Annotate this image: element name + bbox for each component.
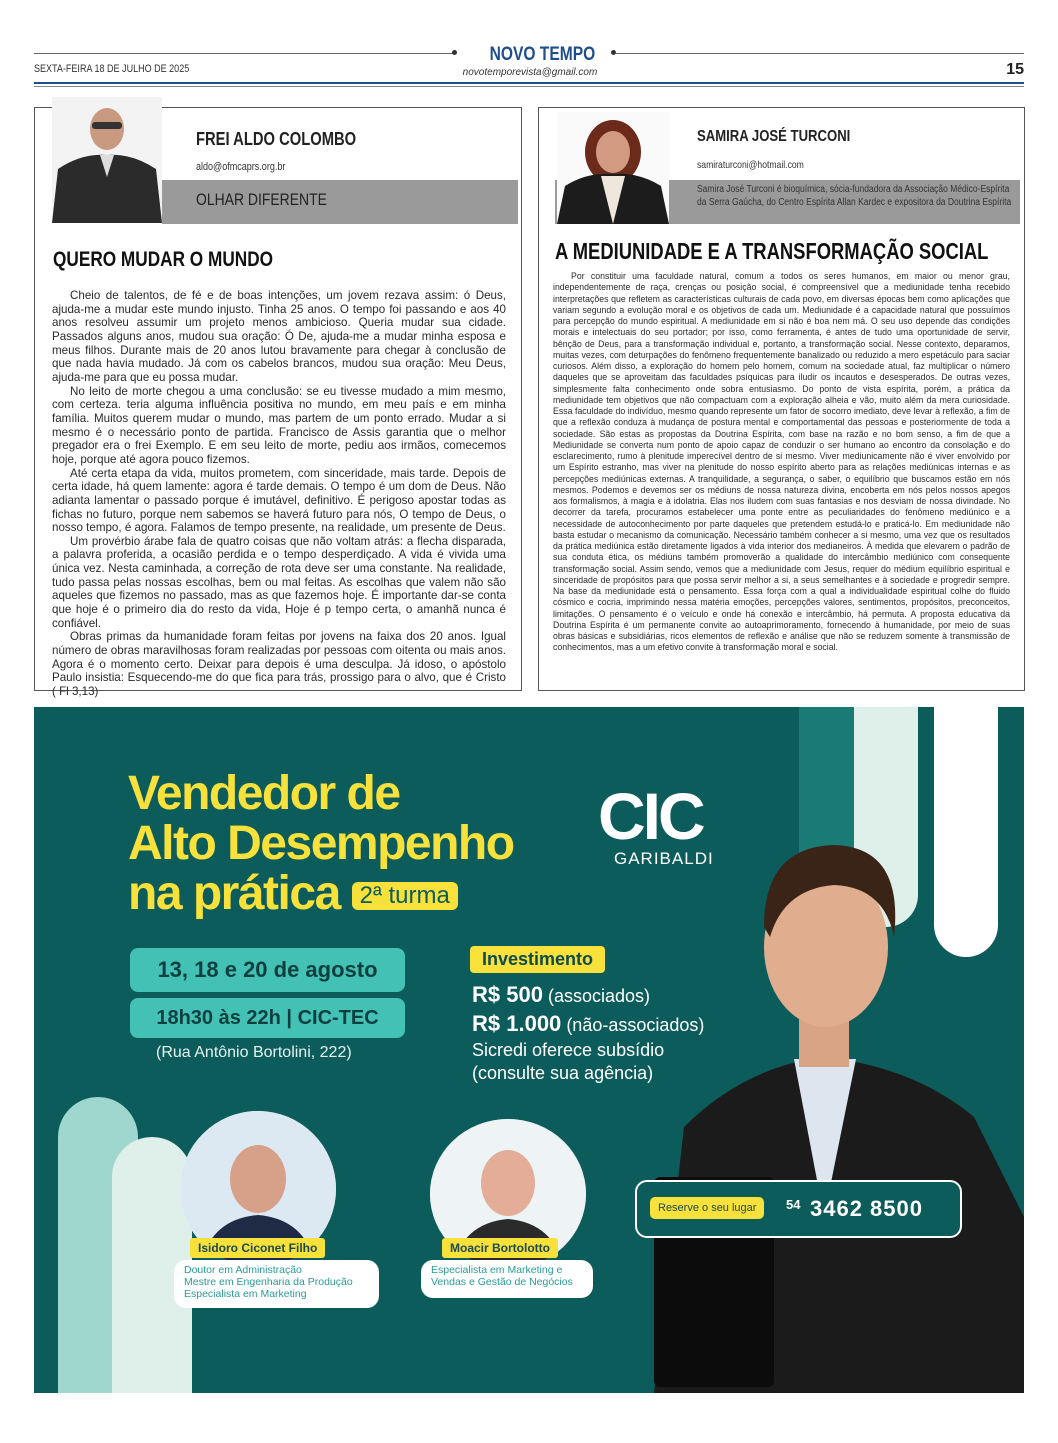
author-name: FREI ALDO COLOMBO <box>196 129 357 149</box>
price-members: R$ 500 <box>472 982 543 1007</box>
subsidy-note: (consulte sua agência) <box>472 1063 654 1083</box>
edition-badge: 2ª turma <box>352 882 458 910</box>
cic-logo: CIC <box>598 779 703 853</box>
model-photo <box>594 797 1024 1393</box>
cic-logo-sub: GARIBALDI <box>614 849 714 868</box>
paragraph: Por constituir uma faculdade natural, comum a todos os seres humanos, em maior ou menor grau, independentemente de raça, crenças ou posição social, é compreensível que a mediunidade tenha recebido interpretações que refletem as características culturais de cada povo, em diversas épocas bem como aplicações que variam segundo a evolução moral e os objetivos de cada um. Mediunidade é a capacidade natural que possuímos para percepção do mundo espiritual. A mediunidade em si não é boa nem má. O seu uso depende das condições morais e intelectuais do seu portador; por isso, como ferramenta, é antes de tudo uma oportunidade de servir, bênção de Deus, para a transformação individual e, portanto, a transformação social. Nesse contexto, deparamos, muitas vezes, com deturpações do fenômeno frequentemente banalizado ou reduzido a mero espetáculo para saciar curiosos. Além disso, a exploração do homem pelo homem, comum na sociedade atual, faz multiplicar o número daqueles que se aproveitam das faculdades psíquicas para iludir os incautos e desesperados. De outras vezes, simplesmente falta conhecimento onde sobra entusiasmo. Do ponto de vista espírita, porém, a prática da mediunidade tem objetivos que não compactuam com a exploração alheia e vão, muito além da mera curiosidade. Essa faculdade do indivíduo, mesmo quando represente um fator de socorro imediato, deve levar à reflexão, a fim de que a reflexão conduza à mudança de postura mental e comportamental das pessoas e posteriormente de toda a sociedade. São estas as propostas da Doutrina Espírita, com base na razão e no bom senso, a fim de que a Mediunidade se converta num ponto de apoio capaz de conduzir o ser humano ao encontro da consolação e do esclarecimento, rumo à plenitude imperecível dentro de si mesmo. Viver mediunicamente não é viver envolvido por um Espírito estranho, mas viver na plenitude do nosso espírito aberto para as relações mediúnicas internas e as percepções mediúnicas externas. A tranquilidade, a segurança, o saber, o equilíbrio que buscamos estão em nós mesmos. Podemos e devemos ser os médiuns de nossa natureza divina, encoberta em nós pelos nossos apegos aos formalismos, à magia e à idolatria. Elas nos iludem com suas fantasias e nos desviam de nossa divindade. No decorrer da tarefa, procuramos estabelecer uma ponte entre as peculiaridades do fenômeno mediúnico e a necessidade de autoconhecimento por parte daqueles que pretendem estudá-lo e praticá-lo. Em mediunidade não basta estudar o mecanismo da comunicação. Necessário também conhecer a si mesmo, uma vez que os resultados da prática mediúnica estão diretamente ligados à vida interior dos medianeiros. À medida que elevarem o padrão de sua conduta ética, os médiuns também promoverão a qualidade do intercâmbio mediúnico com consequente transformação social. Assim sendo, vemos que a mediunidade com Jesus, requer do médium equilíbrio espiritual e sinceridade de propósitos para que possa servir melhor a si, a seus semelhantes e à sociedade e progredir sempre. Na base da mediunidade está o pensamento. Essa força com a qual a individualidade espiritual colhe do fluido cósmico e cocria, imprimindo nessa matéria emoções, percepções valores, sentimentos, propósitos, preconceitos, limitações. O pensamento é o veículo e onde há conexão e intercâmbio, há permuta. A proposta educativa da Doutrina Espírita é um permanente convite ao autoaprimoramento, fornecendo à humanidade, por meio de suas obras básicas e subsidiárias, ricos elementos de reflexão e análise que não se reduzem somente à transmissão de conhecimentos, mas a um efetivo convite à transformação moral e social. <box>553 271 1010 653</box>
speaker-bio: Especialista em Marketing e Vendas e Gestão de Negócios <box>421 1260 593 1298</box>
subsidy-line: Sicredi oferece subsídio <box>472 1040 665 1060</box>
speaker-bio: Doutor em Administração Mestre em Engenharia da Produção Especialista em Marketing <box>174 1260 379 1308</box>
article-body <box>52 289 506 699</box>
header-double-rule <box>34 82 1024 84</box>
newspaper-email: novotemporevista@gmail.com <box>462 67 598 78</box>
header-rule-left <box>34 53 454 54</box>
page-number: 15 <box>1006 61 1024 78</box>
paragraph: Obras primas da humanidade foram feitas por jovens na faixa dos 20 anos. Igual número de obras maravilhosas foram realizadas por pessoas com oitenta ou mais anos. Agora é o momento certo. Deixar para depois é uma desculpa. Já idoso, o apóstolo Paulo insistia: Esquecendo-me do que fica para trás, prossigo para o alvo, que é Cristo ( Fl 3,13) <box>52 630 506 699</box>
speaker-name: Moacir Bortolotto <box>442 1238 558 1258</box>
phone-area-code: 54 <box>786 1197 801 1212</box>
paragraph: Cheio de talentos, de fé e de boas intenções, um jovem rezava assim: ó Deus, ajuda-me a mudar este mundo injusto. Tinha 25 anos. O tempo foi passando e aos 40 anos resolveu assumir um projeto menos ambicioso. Queria mudar sua cidade. Passados alguns anos, mudou sua oração: Ó De, ajuda-me a mudar minha esposa e meus filhos. Durante mais de 20 anos lutou bravamente para chegar à conclusão de que nada havia mudado. Já com os cabelos brancos, mudou sua oração: Meu Deus, ajuda-me para que eu possa mudar. <box>52 289 506 384</box>
author-name: SAMIRA JOSÉ TURCONI <box>697 128 851 145</box>
article-title: A MEDIUNIDADE E A TRANSFORMAÇÃO SOCIAL <box>555 238 989 264</box>
author-photo-aldo <box>52 97 162 223</box>
ad-headline: Vendedor de Alto Desempenho na prática 2ª turma <box>128 767 514 920</box>
header-rule-right <box>615 53 1024 54</box>
column-name: OLHAR DIFERENTE <box>196 190 327 209</box>
author-bio: Samira José Turconi é bioquímica, sócia-fundadora da Associação Médico-Espírita da Serra Gaúcha, do Centro Espírita Allan Kardec e expositora da Doutrina Espírita <box>697 184 1012 208</box>
price-members-note: (associados) <box>547 986 651 1006</box>
price-nonmembers-note: (não-associados) <box>566 1015 705 1035</box>
author-email: samiraturconi@hotmail.com <box>697 159 804 171</box>
dates-pill: 13, 18 e 20 de agosto <box>130 948 405 992</box>
time-place-pill: 18h30 às 22h | CIC-TEC <box>130 998 405 1038</box>
paragraph: Um provérbio árabe fala de quatro coisas que não voltam atrás: a flecha disparada, a palavra proferida, a ocasião perdida e o tempo desperdiçado. A vida é vivida uma única vez. Nesta caminhada, a correção de rota deve ser uma constante. Na realidade, tudo passa pelas nossas escolhas, bem ou mal feitas. As escolhas que valem não são aqueles que fizemos no passado, mas as que fazemos hoje. É importante dar-se conta que hoje é o primeiro dia do resto da vida, Hoje é p tempo certa, o amanhã nunca é confiável. <box>52 534 506 630</box>
paragraph: No leito de morte chegou a uma conclusão: se eu tivesse mudado a mim mesmo, com certeza. teria alguma influência positiva no mundo, em meu país e em minha família. Muitos querem mudar o mundo, mas partem de um ponto errado. Mudar a si mesmo é o necessário ponto de partida. Francisco de Assis garantia que o melhor pregador era o frei Exemplo. E em seu leito de morte, pediu aos irmãos, comecemos hoje, porque até agora pouco fizemos. <box>52 384 506 466</box>
author-email: aldo@ofmcaprs.org.br <box>196 161 286 173</box>
reserve-button[interactable]: Reserve o seu lugar <box>650 1197 764 1219</box>
article-body <box>553 271 1010 654</box>
issue-date: SEXTA-FEIRA 18 DE JULHO DE 2025 <box>34 63 190 75</box>
investment-label: Investimento <box>470 946 605 973</box>
address: (Rua Antônio Bortolini, 222) <box>156 1044 352 1061</box>
newspaper-title: NOVO TEMPO <box>489 44 596 65</box>
advertisement <box>34 707 1024 1393</box>
article-title: QUERO MUDAR O MUNDO <box>53 248 274 271</box>
phone-number[interactable]: 3462 8500 <box>810 1196 923 1221</box>
speaker-name: Isidoro Ciconet Filho <box>190 1238 325 1258</box>
header-dot <box>452 50 457 55</box>
author-photo-samira <box>557 112 669 224</box>
header-rule-thin <box>34 86 1024 87</box>
price-nonmembers: R$ 1.000 <box>472 1011 562 1036</box>
paragraph: Até certa etapa da vida, muitos prometem, com sinceridade, mais tarde. Depois de certa idade, há quem lamente: agora é tarde demais. O tempo é um dom de Deus. Não adianta lamentar o passado porque é imutável, definitivo. É perigoso apostar todas as fichas no futuro, porque nem sabemos se haverá futuro para nós, O tempo de Deus, o nosso tempo, é agora. Falamos de tempo presente, na realidade, um presente de Deus. <box>52 466 506 535</box>
